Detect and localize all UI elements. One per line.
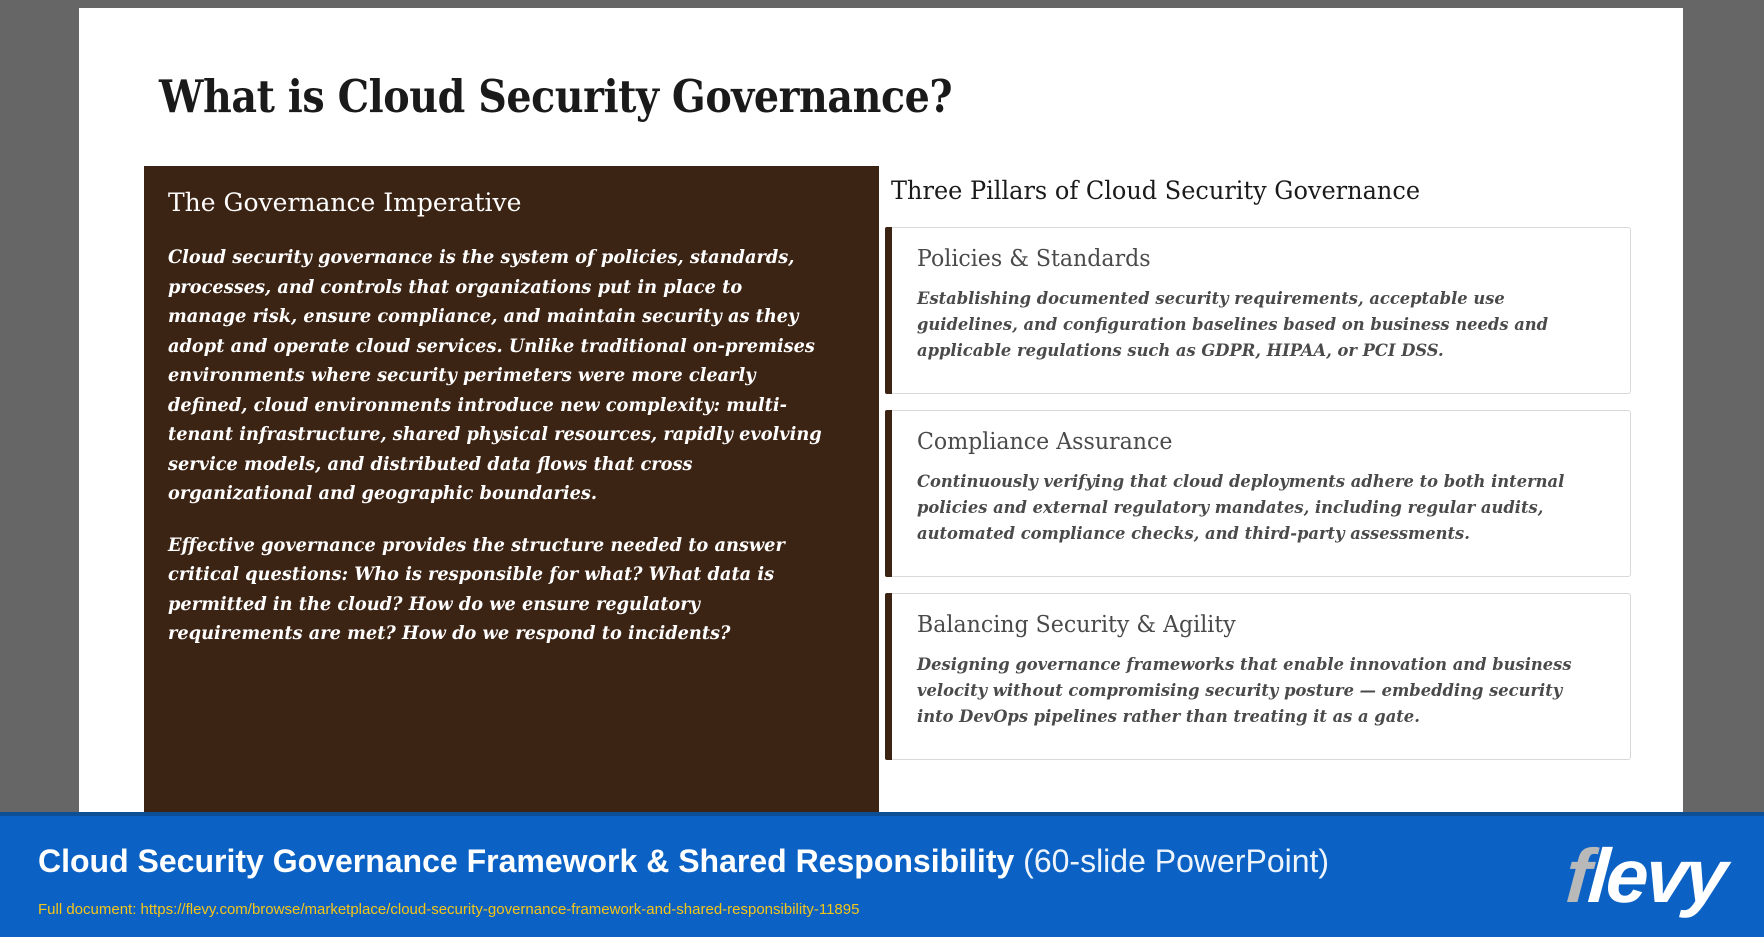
pillar-card-body: Continuously verifying that cloud deployments adhere to both internal policies and external regulatory mandates, including regular audits, automated compliance checks, and third-party assessments.	[917, 472, 1565, 544]
flevy-promo-banner	[0, 812, 1764, 937]
flevy-logo-levy: levy	[1585, 834, 1728, 919]
left-panel-paragraph-2: Effective governance provides the structure needed to answer critical questions: Who is responsible for what? What data is permitted in the cloud? How do we ensure regulatory requirements are met? How do we respond to incidents?	[168, 534, 785, 644]
right-column-heading: Three Pillars of Cloud Security Governance	[891, 176, 1421, 205]
pillar-card-title: Policies & Standards	[917, 246, 1151, 272]
banner-document-meta: (60-slide PowerPoint)	[1023, 843, 1330, 879]
left-panel-heading: The Governance Imperative	[168, 188, 522, 217]
banner-document-url[interactable]: Full document: https://flevy.com/browse/marketplace/cloud-security-governance-framework-and-shared-responsibility-11895	[38, 901, 860, 918]
banner-document-name: Cloud Security Governance Framework & Shared Responsibility	[38, 843, 1015, 879]
page-title: What is Cloud Security Governance?	[159, 70, 953, 123]
governance-imperative-panel	[144, 166, 879, 812]
slide-body	[79, 166, 1683, 812]
pillar-card-policies-standards	[891, 227, 1631, 394]
flevy-logo-f: f	[1562, 834, 1592, 919]
left-panel-paragraph-1: Cloud security governance is the system of policies, standards, processes, and controls that organizations put in place to manage risk, ensure compliance, and maintain security as they adopt and operate cloud services. Unlike traditional on-premises environments where security perimeters were more clearly defined, cloud environments introduce new complexity: multi-tenant infrastructure, shared physical resources, rapidly evolving service models, and distributed data flows that cross organizational and geographic boundaries.	[168, 247, 822, 504]
slide-canvas	[79, 8, 1683, 812]
pillar-card-title: Compliance Assurance	[917, 429, 1173, 455]
pillar-card-title: Balancing Security & Agility	[917, 612, 1236, 638]
pillar-card-balancing-security-agility	[891, 593, 1631, 760]
flevy-logo[interactable]	[1562, 834, 1728, 919]
banner-document-title	[38, 843, 1329, 880]
pillar-card-compliance-assurance	[891, 410, 1631, 577]
pillar-card-body: Establishing documented security requirements, acceptable use guidelines, and configuration baselines based on business needs and applicable regulations such as GDPR, HIPAA, or PCI DSS.	[917, 289, 1549, 361]
pillar-card-body: Designing governance frameworks that enable innovation and business velocity without compromising security posture — embedding security into DevOps pipelines rather than treating it as a gate.	[917, 655, 1572, 727]
three-pillars-column	[891, 166, 1631, 812]
